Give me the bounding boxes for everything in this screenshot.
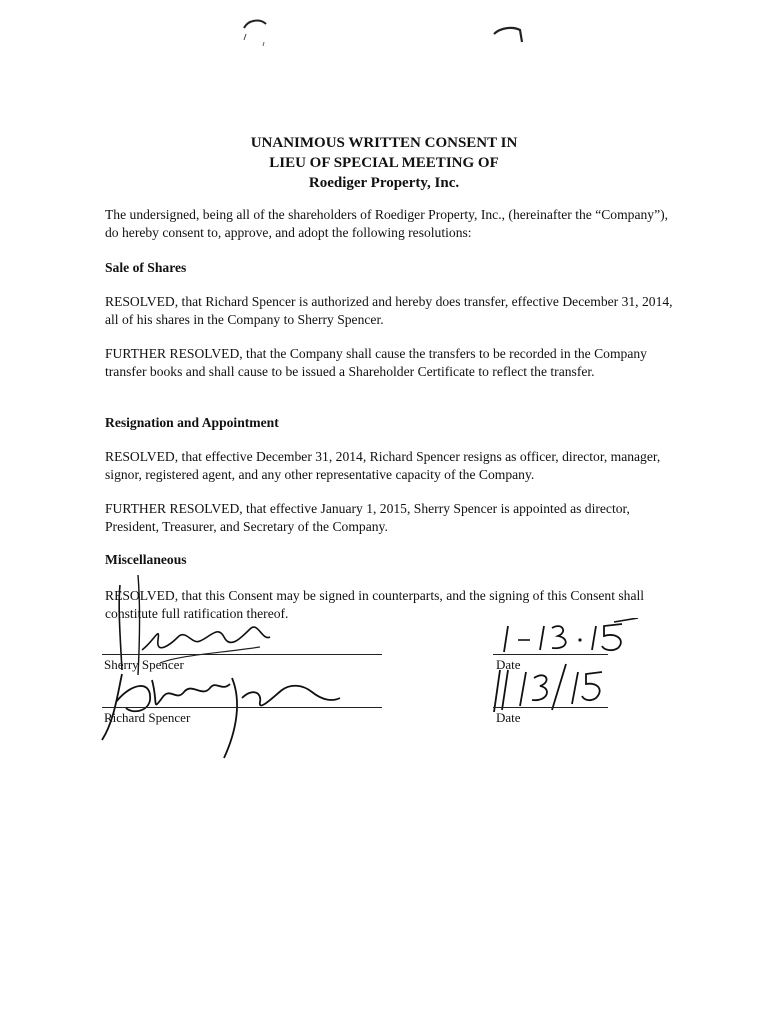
resolution-paragraph: RESOLVED, that this Consent may be signed in counterparts, and the signing of this Consent shall constitute full ratification thereof. xyxy=(105,588,645,621)
resolution-paragraph: FURTHER RESOLVED, that the Company shall cause the transfers to be recorded in the Company transfer books and shall cause to be issued a Shareholder Certificate to reflect the transfer. xyxy=(105,346,647,379)
signature-line xyxy=(102,654,382,655)
scan-mark-left xyxy=(238,12,272,52)
date-line xyxy=(493,654,608,655)
signer-name: Sherry Spencer xyxy=(104,657,184,672)
section-heading-resignation: Resignation and Appointment xyxy=(105,415,279,430)
document-title-line-3: Roediger Property, Inc. xyxy=(308,175,460,191)
resolution-paragraph: RESOLVED, that effective December 31, 2014, Richard Spencer resigns as officer, director, manager, signor, registered agent, and any other representative capacity of the Company. xyxy=(105,449,661,482)
document-title-line-1: UNANIMOUS WRITTEN CONSENT IN xyxy=(250,135,518,151)
handwritten-date-1 xyxy=(500,618,650,658)
document-title-line-2: LIEU OF SPECIAL MEETING OF xyxy=(269,155,499,171)
signer-name: Richard Spencer xyxy=(104,710,191,725)
intro-paragraph: The undersigned, being all of the shareholders of Roediger Property, Inc., (hereinafter the “Company”), do hereby consent to, approve, and adopt the following resolutions: xyxy=(105,207,669,240)
date-label: Date xyxy=(496,657,521,672)
resolution-paragraph: FURTHER RESOLVED, that effective January 1, 2015, Sherry Spencer is appointed as director, President, Treasurer, and Secretary of the Company. xyxy=(105,501,630,534)
date-label: Date xyxy=(496,710,521,725)
date-line xyxy=(493,707,608,708)
resolution-paragraph: RESOLVED, that Richard Spencer is authorized and hereby does transfer, effective December 31, 2014, all of his shares in the Company to Sherry Spencer. xyxy=(105,294,673,327)
section-heading-miscellaneous: Miscellaneous xyxy=(105,552,187,567)
section-heading-sale-of-shares: Sale of Shares xyxy=(105,260,187,275)
signature-line xyxy=(102,707,382,708)
scan-mark-right xyxy=(490,20,526,50)
